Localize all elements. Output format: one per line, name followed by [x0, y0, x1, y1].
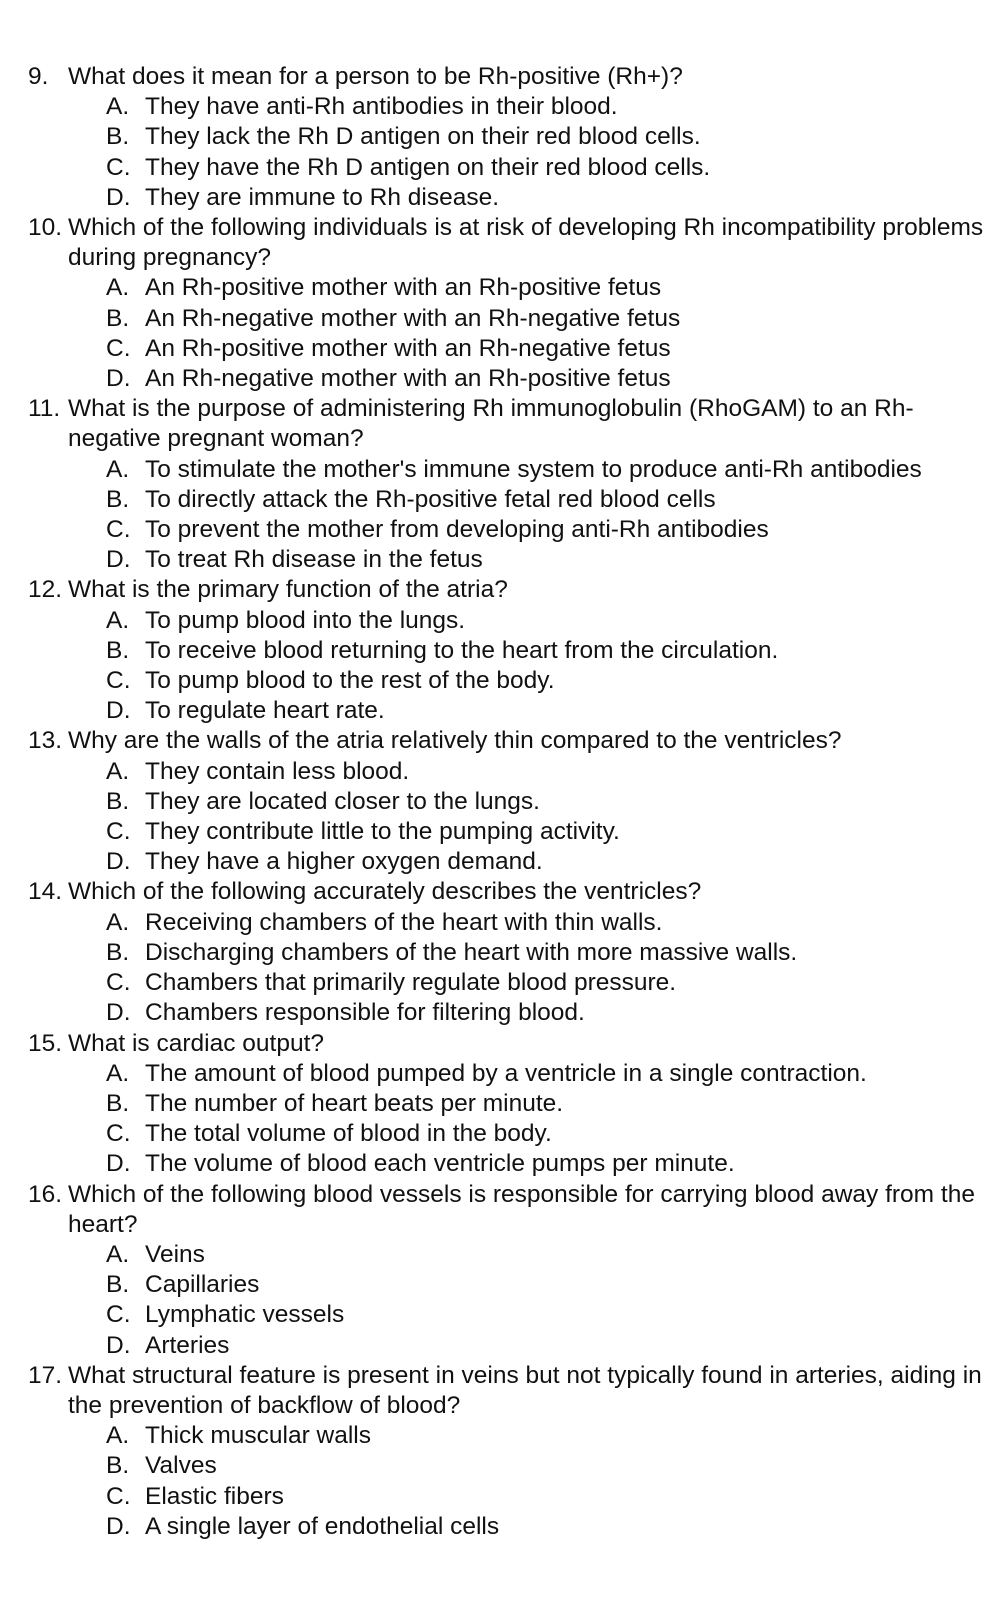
answer-options: [68, 1059, 988, 1180]
answer-option: [68, 1119, 988, 1149]
question-item: [28, 62, 988, 213]
answer-option: [68, 455, 988, 485]
option-letter: C.: [106, 818, 131, 846]
answer-options: [68, 606, 988, 727]
option-letter: D.: [106, 999, 131, 1027]
option-letter: B.: [106, 123, 130, 151]
answer-options: [68, 455, 988, 576]
option-text: A single layer of endothelial cells: [145, 1512, 500, 1540]
option-text: To stimulate the mother's immune system to produce anti-Rh antibodies: [145, 455, 922, 483]
option-text: Chambers that primarily regulate blood pressure.: [145, 969, 677, 997]
option-text: To directly attack the Rh-positive fetal red blood cells: [145, 485, 716, 513]
answer-option: [68, 696, 988, 726]
option-letter: D.: [106, 848, 131, 876]
option-letter: D.: [106, 546, 131, 574]
option-text: Capillaries: [145, 1271, 260, 1299]
option-text: Receiving chambers of the heart with thin walls.: [145, 908, 663, 936]
option-letter: A.: [106, 1240, 130, 1268]
option-letter: D.: [106, 1331, 131, 1359]
option-text: They have anti-Rh antibodies in their blood.: [145, 93, 618, 121]
answer-option: [68, 908, 988, 938]
option-text: They contribute little to the pumping activity.: [145, 818, 620, 846]
option-letter: D.: [106, 365, 131, 393]
answer-option: [68, 1149, 988, 1179]
option-text: To treat Rh disease in the fetus: [145, 546, 483, 574]
answer-option: [68, 1240, 988, 1270]
question-text: What structural feature is present in veins but not typically found in arteries, aiding in the prevention of backflow of blood?: [68, 1361, 982, 1419]
question-item: [28, 575, 988, 726]
option-letter: A.: [106, 908, 130, 936]
answer-option: [68, 847, 988, 877]
option-letter: C.: [106, 1301, 131, 1329]
answer-options: [68, 92, 988, 213]
question-number: 14.: [28, 878, 63, 906]
answer-option: [68, 606, 988, 636]
answer-option: [68, 998, 988, 1028]
question-item: [28, 1361, 988, 1542]
answer-option: [68, 1331, 988, 1361]
answer-option: [68, 304, 988, 334]
option-letter: C.: [106, 667, 131, 695]
option-text: Chambers responsible for filtering blood.: [145, 999, 585, 1027]
answer-option: [68, 1059, 988, 1089]
option-letter: A.: [106, 1059, 130, 1087]
question-number: 12.: [28, 576, 63, 604]
question-text: What is the purpose of administering Rh immunoglobulin (RhoGAM) to an Rh-negative pregnant woman?: [68, 395, 914, 453]
answer-option: [68, 485, 988, 515]
option-letter: A.: [106, 1422, 130, 1450]
answer-option: [68, 666, 988, 696]
question-text: Which of the following blood vessels is responsible for carrying blood away from the heart?: [68, 1180, 975, 1238]
answer-option: [68, 273, 988, 303]
question-number: 16.: [28, 1180, 63, 1208]
question-number: 13.: [28, 727, 63, 755]
option-letter: C.: [106, 334, 131, 362]
answer-option: [68, 968, 988, 998]
answer-option: [68, 122, 988, 152]
answer-option: [68, 183, 988, 213]
answer-option: [68, 1512, 988, 1542]
option-text: Thick muscular walls: [145, 1422, 371, 1450]
option-text: The amount of blood pumped by a ventricle in a single contraction.: [145, 1059, 867, 1087]
answer-option: [68, 545, 988, 575]
option-text: Elastic fibers: [145, 1482, 284, 1510]
question-item: [28, 877, 988, 1028]
option-text: The number of heart beats per minute.: [145, 1089, 564, 1117]
option-letter: B.: [106, 938, 130, 966]
answer-options: [68, 757, 988, 878]
option-letter: A.: [106, 93, 130, 121]
option-letter: C.: [106, 969, 131, 997]
question-text: What is the primary function of the atria?: [68, 576, 508, 604]
question-item: [28, 394, 988, 575]
question-text: What is cardiac output?: [68, 1029, 325, 1057]
option-text: An Rh-positive mother with an Rh-positive fetus: [145, 274, 662, 302]
answer-options: [68, 273, 988, 394]
answer-options: [68, 1240, 988, 1361]
answer-option: [68, 1089, 988, 1119]
answer-option: [68, 1451, 988, 1481]
option-letter: B.: [106, 304, 130, 332]
option-text: Arteries: [145, 1331, 230, 1359]
answer-option: [68, 757, 988, 787]
answer-option: [68, 515, 988, 545]
option-letter: B.: [106, 485, 130, 513]
option-text: An Rh-positive mother with an Rh-negative fetus: [145, 334, 671, 362]
option-letter: C.: [106, 1482, 131, 1510]
option-letter: D.: [106, 1512, 131, 1540]
question-item: [28, 726, 988, 877]
option-letter: A.: [106, 455, 130, 483]
answer-option: [68, 787, 988, 817]
answer-option: [68, 334, 988, 364]
option-text: They have the Rh D antigen on their red blood cells.: [145, 153, 711, 181]
option-letter: D.: [106, 1150, 131, 1178]
question-item: [28, 1029, 988, 1180]
option-text: An Rh-negative mother with an Rh-negative fetus: [145, 304, 681, 332]
option-letter: B.: [106, 787, 130, 815]
option-text: They contain less blood.: [145, 757, 410, 785]
answer-option: [68, 1482, 988, 1512]
question-number: 11.: [28, 395, 61, 423]
answer-option: [68, 364, 988, 394]
answer-option: [68, 92, 988, 122]
answer-option: [68, 1421, 988, 1451]
option-text: Veins: [145, 1240, 205, 1268]
answer-option: [68, 817, 988, 847]
option-text: The total volume of blood in the body.: [145, 1120, 552, 1148]
option-letter: D.: [106, 697, 131, 725]
question-text: Which of the following accurately describes the ventricles?: [68, 878, 702, 906]
option-text: They have a higher oxygen demand.: [145, 848, 543, 876]
option-text: Valves: [145, 1452, 217, 1480]
option-text: To regulate heart rate.: [145, 697, 385, 725]
option-letter: B.: [106, 636, 130, 664]
option-letter: A.: [106, 757, 130, 785]
answer-option: [68, 938, 988, 968]
answer-option: [68, 1300, 988, 1330]
option-text: To pump blood into the lungs.: [145, 606, 466, 634]
option-letter: A.: [106, 606, 130, 634]
option-text: They lack the Rh D antigen on their red blood cells.: [145, 123, 701, 151]
option-letter: D.: [106, 183, 131, 211]
option-letter: C.: [106, 1120, 131, 1148]
question-item: [28, 213, 988, 394]
option-text: To pump blood to the rest of the body.: [145, 667, 555, 695]
option-text: To receive blood returning to the heart from the circulation.: [145, 636, 779, 664]
question-text: What does it mean for a person to be Rh-positive (Rh+)?: [68, 63, 683, 90]
option-text: An Rh-negative mother with an Rh-positive fetus: [145, 365, 671, 393]
question-number: 9.: [28, 63, 49, 90]
answer-option: [68, 153, 988, 183]
option-letter: C.: [106, 153, 131, 181]
question-item: [28, 1180, 988, 1361]
option-text: Discharging chambers of the heart with more massive walls.: [145, 938, 798, 966]
option-letter: B.: [106, 1452, 130, 1480]
option-letter: C.: [106, 516, 131, 544]
answer-options: [68, 1421, 988, 1542]
question-text: Why are the walls of the atria relatively thin compared to the ventricles?: [68, 727, 842, 755]
question-number: 15.: [28, 1029, 63, 1057]
option-text: They are located closer to the lungs.: [145, 787, 540, 815]
option-text: To prevent the mother from developing anti-Rh antibodies: [145, 516, 769, 544]
question-list: [28, 62, 988, 1542]
question-number: 17.: [28, 1361, 63, 1389]
option-text: Lymphatic vessels: [145, 1301, 345, 1329]
option-text: The volume of blood each ventricle pumps per minute.: [145, 1150, 735, 1178]
answer-options: [68, 908, 988, 1029]
option-letter: B.: [106, 1271, 130, 1299]
option-text: They are immune to Rh disease.: [145, 183, 500, 211]
answer-option: [68, 636, 988, 666]
answer-option: [68, 1270, 988, 1300]
question-text: Which of the following individuals is at risk of developing Rh incompatibility problems during pregnancy?: [68, 214, 984, 272]
question-number: 10.: [28, 214, 63, 242]
option-letter: B.: [106, 1089, 130, 1117]
option-letter: A.: [106, 274, 130, 302]
